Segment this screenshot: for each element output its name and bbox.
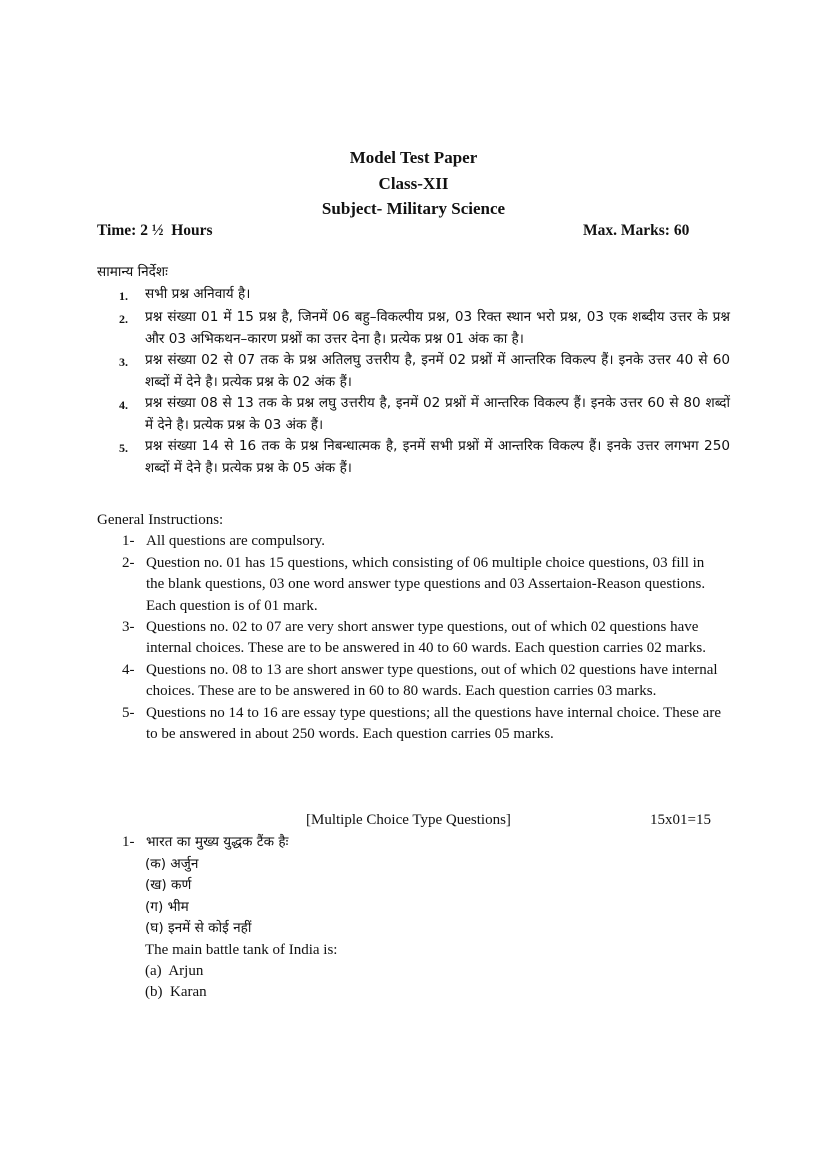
question-text-hindi: भारत का मुख्य युद्धक टैंक हैः [146,834,289,850]
hindi-instruction-item [97,284,730,308]
class-label: Class-XII [378,174,449,193]
general-instruction-item [97,553,722,617]
question-number: 1- [122,834,135,850]
item-number: 4. [119,398,128,412]
max-marks-label: Max. Marks: 60 [583,222,690,239]
general-instruction-item [97,531,722,552]
option-hindi-a: (क) अर्जुन [145,855,199,872]
general-instruction-item [97,703,722,746]
hindi-instruction-item [97,350,730,393]
general-instruction-item [97,660,722,703]
item-text: प्रश्न संख्या 02 से 07 तक के प्रश्न अतिलघु उत्तरीय है, इनमें 02 प्रश्नों में आन्तरिक विकल्प हैं। इनके उत्तर 40 से 60 शब्दों में देने है। प्रत्येक प्रश्न के 02 अंक हैं। [145,352,730,390]
item-number: 3. [119,355,128,369]
time-label: Time: 2 ½ Hours [97,222,213,239]
question-hindi [97,832,727,854]
option-english-a: (a) Arjun [145,962,204,979]
general-instructions [97,510,722,745]
subject-label: Subject- Military Science [321,199,506,218]
mcq-section-marks: 15x01=15 [650,812,711,828]
hindi-instructions [97,262,730,479]
item-number: 3- [122,619,135,636]
general-instruction-item [97,617,722,660]
item-text: Question no. 01 has 15 questions, which consisting of 06 multiple choice questions, 03 fill in the blank questions, 03 one word answer type questions and 03 Assertaion-Reason questions. Each question is of 01 mark. [146,554,706,614]
question-text-english: The main battle tank of India is: [145,941,338,958]
option-hindi-c: (ग) भीम [145,898,189,915]
question-1 [97,832,727,1004]
item-number: 2. [119,312,128,326]
item-number: 1. [119,288,128,303]
option-hindi-b: (ख) कर्ण [145,877,192,893]
item-text: Questions no. 02 to 07 are very short answer type questions, out of which 02 questions have internal choices. These are to be answered in 40 to 60 wards. Each question carries 02 marks. [146,619,706,657]
item-text: Questions no. 08 to 13 are short answer type questions, out of which 02 questions have internal choices. These are to be answered in 60 to 80 wards. Each question carries 03 marks. [146,661,718,700]
item-number: 1- [122,533,135,550]
item-number: 5- [122,704,135,721]
item-text: प्रश्न संख्या 08 से 13 तक के प्रश्न लघु उत्तरीय है, इनमें 02 प्रश्नों में आन्तरिक विकल्प हैं। इनके उत्तर 60 से 80 शब्दों में देने है। प्रत्येक प्रश्न के 03 अंक हैं। [145,395,730,433]
item-text: प्रश्न संख्या 01 में 15 प्रश्न है, जिनमें 06 बहु–विकल्पीय प्रश्न, 03 रिक्त स्थान भरो प्रश्न, 03 एक शब्दीय उत्तर के प्रश्न और 03 अभिकथन–कारण प्रश्नों का उत्तर देना है। प्रत्येक प्रश्न 01 अंक का है। [145,309,730,347]
option-hindi-d: (घ) इनमें से कोई नहीं [145,920,252,936]
item-text: Questions no 14 to 16 are essay type questions; all the questions have internal choice. These are to be answered in about 250 words. Each question carries 05 marks. [146,704,721,743]
item-number: 5. [119,441,128,455]
hindi-instruction-item [97,393,730,436]
item-text: सभी प्रश्न अनिवार्य है। [145,285,251,302]
item-number: 2- [122,554,135,571]
option-english-b: (b) Karan [145,984,207,1001]
item-text: All questions are compulsory. [146,533,325,550]
paper-title: Model Test Paper [349,148,478,167]
item-text: प्रश्न संख्या 14 से 16 तक के प्रश्न निबन्धात्मक है, इनमें सभी प्रश्नों में आन्तरिक विकल्प हैं। इनके उत्तर लगभग 250 शब्दों में देने है। प्रत्येक प्रश्न के 05 अंक हैं। [145,438,730,476]
general-instructions-heading: General Instructions: [97,512,224,528]
mcq-section-heading: [Multiple Choice Type Questions] [306,812,511,828]
hindi-instruction-item [97,436,730,479]
item-number: 4- [122,661,135,678]
hindi-instructions-heading: सामान्य निर्देशः [97,264,168,280]
hindi-instruction-item [97,307,730,350]
